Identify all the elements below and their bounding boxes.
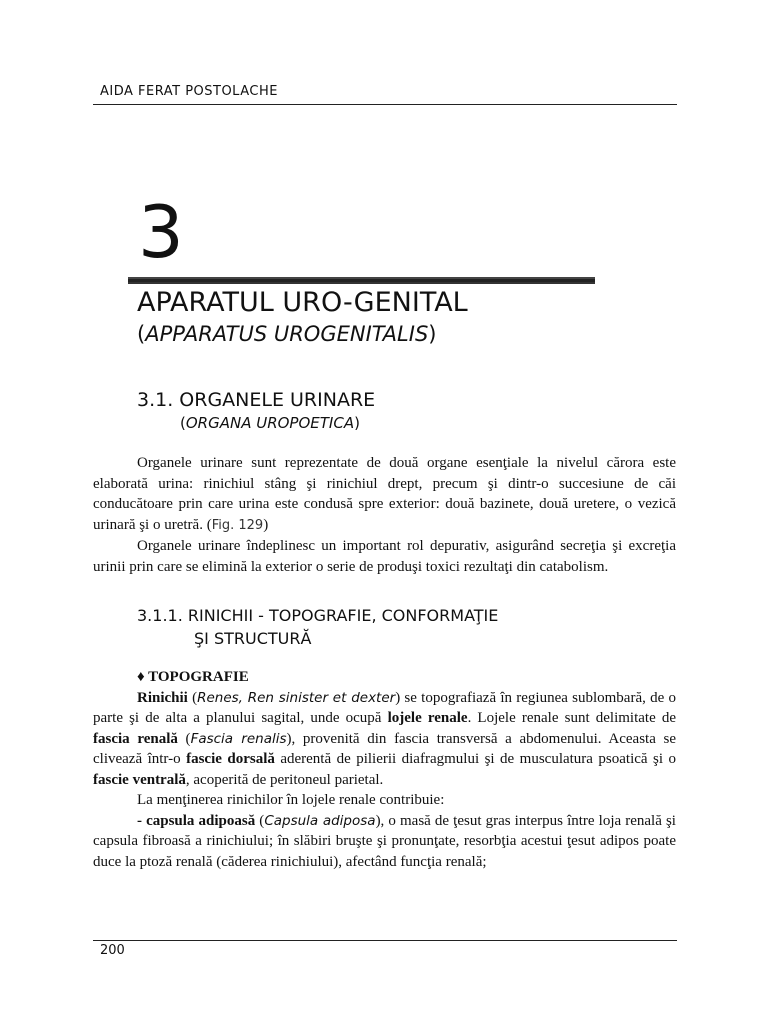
- subsection-title-line2: ŞI STRUCTURĂ: [194, 629, 312, 648]
- body-block-intro: [93, 453, 676, 577]
- paragraph-text: aderentă de pilierii diafragmului şi de musculatura psoatică şi o: [274, 751, 676, 767]
- paragraph-text: . Lojele renale sunt delimitate de: [467, 710, 677, 726]
- subsection-title: [137, 604, 498, 650]
- subsection-title-line1: 3.1.1. RINICHII - TOPOGRAFIE, CONFORMAŢIE: [137, 606, 499, 625]
- footer-rule: [93, 940, 677, 941]
- subtitle-paren-open: (: [137, 322, 146, 346]
- section-paren-close: ): [354, 414, 360, 432]
- topografie-heading: [93, 667, 676, 688]
- figure-reference-link[interactable]: Fig. 129: [211, 517, 264, 533]
- topografie-heading-text: ♦ TOPOGRAFIE: [137, 669, 249, 685]
- paragraph-organe-urinare: [93, 453, 676, 536]
- paragraph-text: ): [263, 516, 269, 533]
- chapter-rule: [128, 277, 595, 284]
- paragraph-text: (: [255, 812, 265, 829]
- body-block-topografie: [93, 667, 676, 872]
- paragraph-text: Organele urinare sunt reprezentate de două organe esenţiale la nivelul cărora este elaborată urina: rinichiul stâng şi rinichiul drept, precum şi dintr-o succesiune de căi conducătoare prin care urina este condusă spre exterior: două bazinete, două uretere, o vezică urinară şi o uretră. (: [93, 455, 676, 533]
- paragraph-capsula-adipoasa: [93, 811, 676, 873]
- chapter-number: 3: [138, 190, 184, 274]
- term-bold: fascie ventrală: [93, 771, 186, 788]
- running-header: AIDA FERAT POSTOLACHE: [100, 84, 278, 99]
- paragraph-rinichii: [93, 688, 676, 791]
- chapter-subtitle: [137, 320, 436, 348]
- paragraph-text: (: [187, 689, 198, 706]
- term-bold: lojele renale: [387, 710, 468, 726]
- section-subtitle: [180, 412, 360, 434]
- term-latin: Renes, Ren sinister et dexter: [197, 689, 396, 706]
- term-bold: fascie dorsală: [186, 751, 275, 767]
- section-paren-open: (: [180, 414, 186, 432]
- paragraph-text: , acoperită de peritoneul parietal.: [185, 771, 384, 788]
- paragraph-text: ), provenită din fascia transversă a abdomenului. Aceasta se clivează într-o: [93, 730, 677, 767]
- subtitle-paren-close: ): [428, 322, 437, 346]
- chapter-subtitle-latin: APPARATUS UROGENITALIS: [145, 322, 429, 346]
- term-latin: Capsula adiposa: [264, 812, 376, 829]
- section-title: 3.1. ORGANELE URINARE: [137, 389, 376, 411]
- paragraph-text: ) se topografiază în regiunea sublombară, de o parte şi de alta a planului sagital, unde ocupă: [93, 689, 676, 726]
- paragraph-text: ), o masă de ţesut gras interpus între loja renală şi capsula fibroasă a rinichiului; în slăbiri bruşte şi pronunţate, resorbţia acestui ţesut adipos poate duce la ptoză renală (căderea rinichiului), afectând funcţia renală;: [93, 812, 676, 870]
- page-number: 200: [100, 943, 125, 958]
- term-bold: fascia renală: [93, 730, 178, 747]
- term-bold: Rinichii: [137, 689, 188, 706]
- term-bold: - capsula adipoasă: [137, 812, 256, 829]
- header-rule: [93, 104, 677, 105]
- paragraph-rol-depurativ: Organele urinare îndeplinesc un important rol depurativ, asigurând secreţia şi excreţia urinii prin care se elimină la exterior o serie de produşi toxici rezultaţi din catabolism.: [93, 538, 676, 575]
- section-subtitle-latin: ORGANA UROPOETICA: [185, 414, 355, 432]
- term-latin: Fascia renalis: [190, 730, 287, 747]
- paragraph-text: (: [177, 730, 191, 747]
- chapter-title: APARATUL URO-GENITAL: [137, 287, 468, 318]
- paragraph-mentinere: La menţinerea rinichilor în lojele renale contribuie:: [137, 792, 445, 808]
